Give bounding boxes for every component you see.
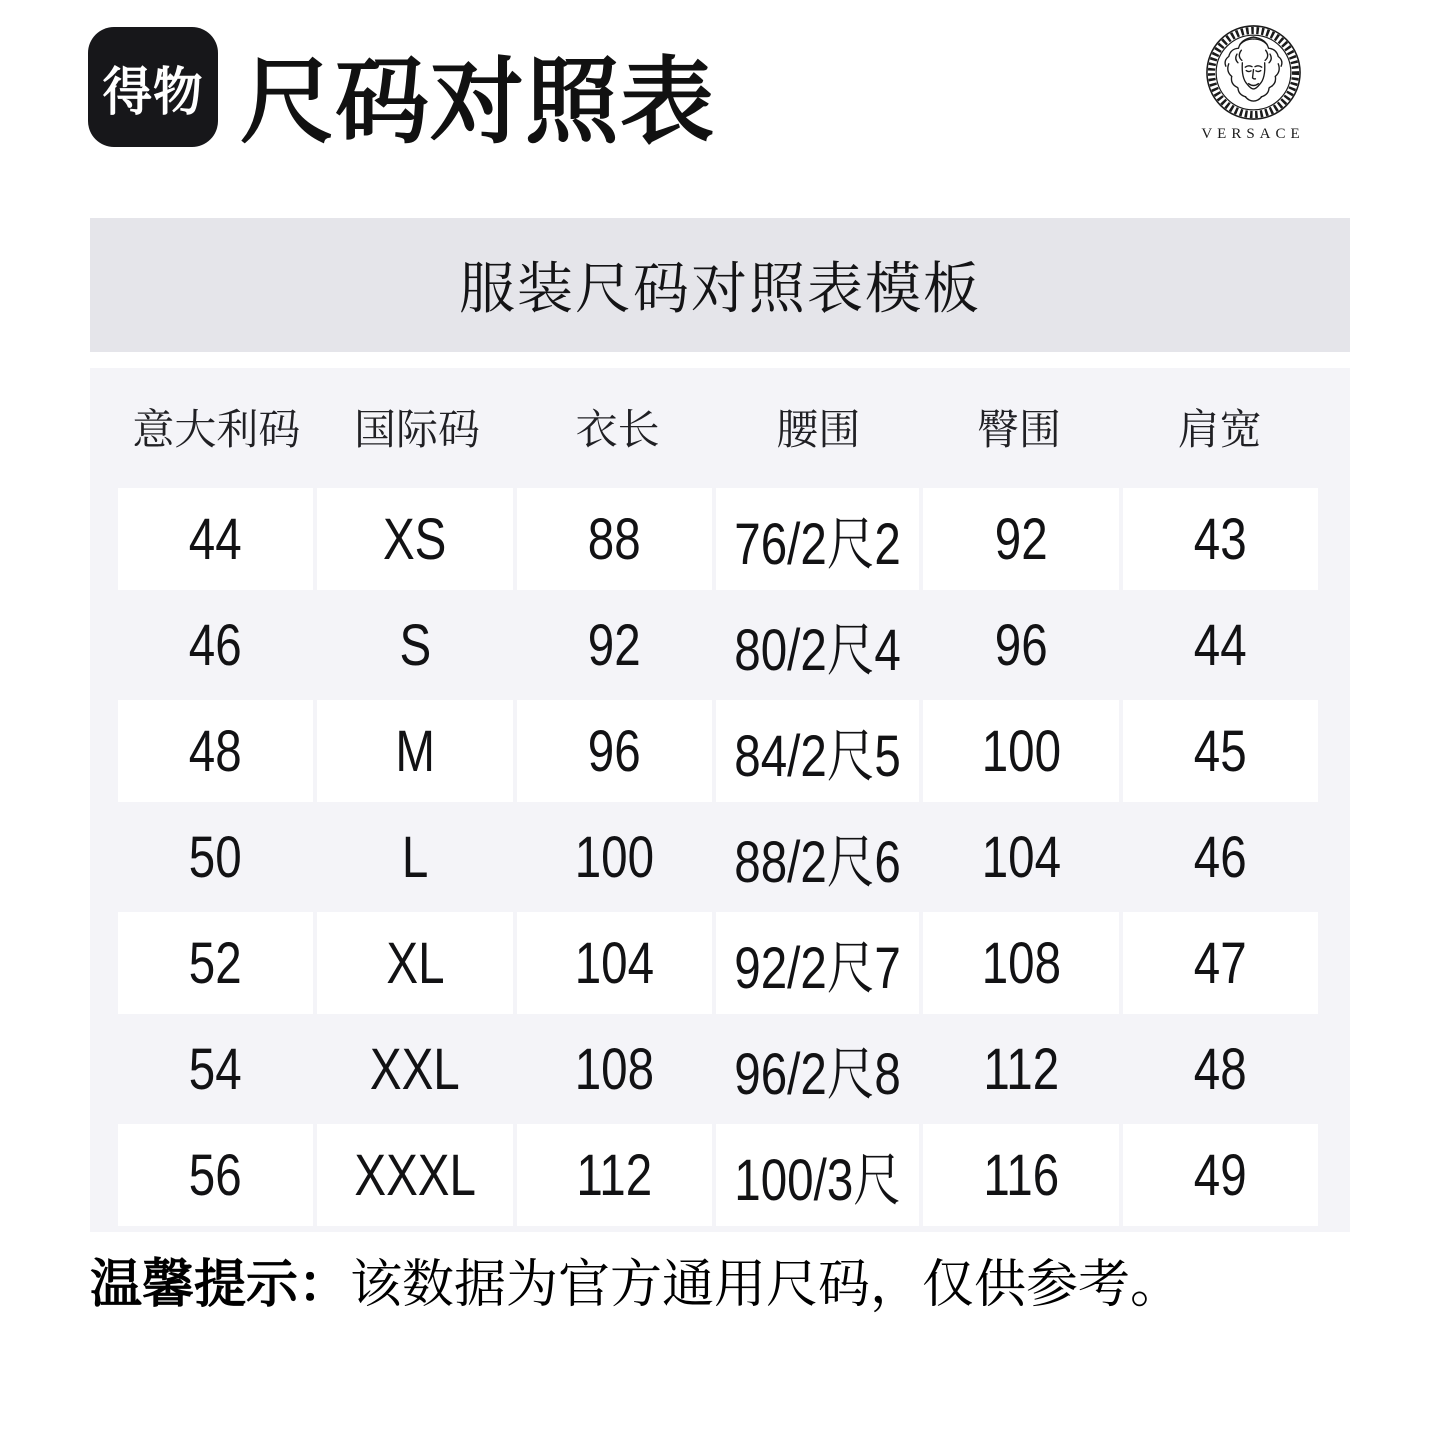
cell-value: 96 <box>587 718 641 784</box>
table-row-7 <box>118 1122 1318 1228</box>
table-cell <box>1123 592 1318 698</box>
cell-value: 88/2尺6 <box>734 830 901 895</box>
cell-value: 45 <box>1193 718 1247 784</box>
cell-value: 52 <box>189 930 243 996</box>
cell-value: 49 <box>1193 1142 1247 1208</box>
versace-wordmark: VERSACE <box>1201 126 1305 142</box>
column-header-2 <box>319 397 516 457</box>
cell-value: 47 <box>1193 930 1247 996</box>
cell-value: 100/3尺 <box>734 1148 901 1213</box>
table-cell <box>517 592 712 698</box>
table-cell <box>1123 1124 1318 1226</box>
column-header-4 <box>720 397 917 457</box>
table-cell <box>118 488 313 590</box>
cell-value: M <box>395 718 435 784</box>
column-header-5 <box>921 397 1118 457</box>
table-cell <box>517 804 712 910</box>
header <box>88 26 716 154</box>
table-cell <box>716 488 919 590</box>
table-cell <box>923 1016 1118 1122</box>
table-cell <box>1123 1016 1318 1122</box>
table-cell <box>923 1124 1118 1226</box>
cell-value: 100 <box>574 824 655 890</box>
table-cell <box>118 912 313 1014</box>
cell-value: 96 <box>994 612 1048 678</box>
cell-value: S <box>399 612 431 678</box>
table-cell <box>716 912 919 1014</box>
column-header-label: 国际码 <box>353 406 480 453</box>
table-cell <box>1123 912 1318 1014</box>
size-table-header-row <box>118 368 1318 486</box>
versace-medusa-icon <box>1205 24 1302 121</box>
table-cell <box>716 592 919 698</box>
table-cell <box>118 700 313 802</box>
cell-value: 46 <box>189 612 243 678</box>
cell-value: XL <box>385 930 445 996</box>
table-cell <box>1123 804 1318 910</box>
table-cell <box>923 700 1118 802</box>
page-title: 尺码对照表 <box>240 48 716 154</box>
dewu-logo <box>88 27 218 147</box>
cell-value: 108 <box>574 1036 655 1102</box>
dewu-logo-text: 得物 <box>102 63 204 122</box>
column-header-3 <box>519 397 716 457</box>
cell-value: 56 <box>189 1142 243 1208</box>
table-cell <box>923 912 1118 1014</box>
cell-value: XXL <box>370 1036 460 1102</box>
table-cell <box>1123 488 1318 590</box>
cell-value: 48 <box>189 718 243 784</box>
cell-value: XS <box>383 506 447 572</box>
table-cell <box>317 804 512 910</box>
cell-value: 92 <box>587 612 641 678</box>
table-cell <box>923 804 1118 910</box>
cell-value: 84/2尺5 <box>734 724 901 789</box>
cell-value: 48 <box>1193 1036 1247 1102</box>
table-cell <box>517 700 712 802</box>
table-cell <box>716 1016 919 1122</box>
versace-brand-block <box>1199 24 1307 143</box>
table-cell <box>118 804 313 910</box>
cell-value: 108 <box>981 930 1061 996</box>
cell-value: 50 <box>189 824 243 890</box>
column-header-label: 肩宽 <box>1177 406 1262 453</box>
table-cell <box>923 592 1118 698</box>
size-table <box>90 368 1350 1232</box>
table-cell <box>517 1016 712 1122</box>
table-cell <box>317 1016 512 1122</box>
cell-value: 104 <box>574 930 655 996</box>
footnote-label: 温馨提示： <box>90 1256 351 1314</box>
cell-value: 92 <box>994 506 1048 572</box>
table-cell <box>317 912 512 1014</box>
column-header-label: 衣长 <box>575 406 660 453</box>
table-cell <box>118 592 313 698</box>
table-row-2 <box>118 592 1318 698</box>
table-row-1 <box>118 486 1318 592</box>
table-cell <box>118 1016 313 1122</box>
table-row-6 <box>118 1016 1318 1122</box>
cell-value: L <box>401 824 429 890</box>
table-cell <box>317 592 512 698</box>
table-cell <box>923 488 1118 590</box>
cell-value: 44 <box>189 506 243 572</box>
table-cell <box>1123 700 1318 802</box>
cell-value: 112 <box>983 1036 1059 1102</box>
table-cell <box>317 1124 512 1226</box>
table-cell <box>118 1124 313 1226</box>
footnote-text: 该数据为官方通用尺码，仅供参考。 <box>350 1256 1183 1314</box>
table-row-4 <box>118 804 1318 910</box>
table-cell <box>517 912 712 1014</box>
cell-value: 76/2尺2 <box>734 512 901 577</box>
cell-value: 116 <box>983 1142 1059 1208</box>
cell-value: 92/2尺7 <box>734 936 901 1001</box>
cell-value: 43 <box>1193 506 1247 572</box>
cell-value: 54 <box>189 1036 243 1102</box>
table-cell <box>317 700 512 802</box>
footnote <box>90 1242 1182 1317</box>
column-header-label: 腰围 <box>776 406 861 453</box>
size-table-body <box>118 486 1318 1228</box>
table-cell <box>716 700 919 802</box>
table-cell <box>517 488 712 590</box>
table-cell <box>716 1124 919 1226</box>
column-header-label: 臀围 <box>976 406 1061 453</box>
cell-value: 44 <box>1193 612 1247 678</box>
table-cell <box>517 1124 712 1226</box>
table-cell <box>716 804 919 910</box>
cell-value: 100 <box>981 718 1061 784</box>
column-header-6 <box>1121 397 1318 457</box>
column-header-1 <box>118 397 315 457</box>
column-header-label: 意大利码 <box>132 406 301 453</box>
cell-value: 80/2尺4 <box>734 618 901 683</box>
cell-value: 46 <box>1193 824 1247 890</box>
cell-value: 112 <box>576 1142 653 1208</box>
table-cell <box>317 488 512 590</box>
cell-value: 88 <box>587 506 641 572</box>
cell-value: 96/2尺8 <box>734 1042 901 1107</box>
cell-value: 104 <box>981 824 1061 890</box>
table-title-banner <box>90 218 1350 352</box>
table-title: 服装尺码对照表模板 <box>459 257 981 320</box>
table-row-3 <box>118 698 1318 804</box>
cell-value: XXXL <box>354 1142 476 1208</box>
table-row-5 <box>118 910 1318 1016</box>
